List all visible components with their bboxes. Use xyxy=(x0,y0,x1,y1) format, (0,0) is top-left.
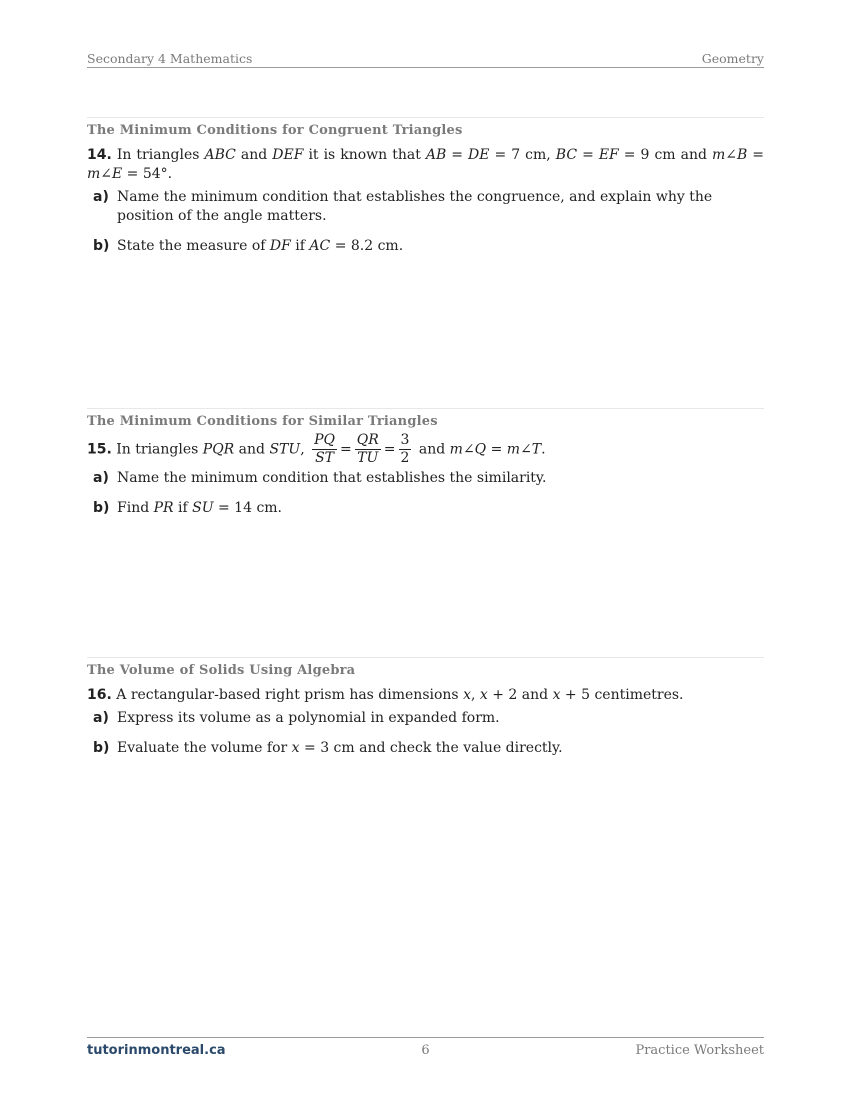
question-16-part-b: b) Evaluate the volume for x = 3 cm and check the value directly. xyxy=(93,740,563,756)
page-footer xyxy=(87,1037,764,1058)
question-15: 15. In triangles PQR and STU, $\frac{PQ}{ST}$ = $\frac{QR}{TU}$ = $\frac{3}{2}$ and m∠Q = m∠T. xyxy=(87,432,546,466)
part-label: b) xyxy=(93,238,110,254)
part-label: a) xyxy=(93,189,109,205)
question-14: 14. In triangles ABC and DEF it is known that AB = DE = 7 cm, BC = EF = 9 cm and m∠B = m∠E = 54°. xyxy=(87,147,765,182)
part-label: a) xyxy=(93,470,109,486)
section-divider xyxy=(87,657,764,658)
header-topic: Geometry xyxy=(701,51,764,66)
question-15-part-a: a) Name the minimum condition that establishes the similarity. xyxy=(93,470,547,486)
footer-website-link[interactable]: tutorinmontreal.ca xyxy=(87,1043,226,1058)
page-header xyxy=(87,51,764,68)
fraction-three-halves: $\frac{3}{2}$ xyxy=(400,432,410,466)
section-congruent-triangles xyxy=(87,117,764,256)
section-divider xyxy=(87,408,764,409)
question-16: 16. A rectangular-based right prism has dimensions x, x + 2 and x + 5 centimetres. xyxy=(87,687,684,703)
part-label: b) xyxy=(93,740,110,756)
question-16-part-a: a) Express its volume as a polynomial in expanded form. xyxy=(93,710,500,726)
header-course: Secondary 4 Mathematics xyxy=(87,51,253,66)
question-number: 15. xyxy=(87,441,112,458)
section-title: The Volume of Solids Using Algebra xyxy=(87,663,356,678)
part-label: b) xyxy=(93,500,110,516)
section-title: The Minimum Conditions for Similar Triangles xyxy=(87,414,438,429)
fraction-pq-st: $\frac{PQ}{ST}$ xyxy=(314,432,336,466)
part-label: a) xyxy=(93,710,109,726)
page-number: 6 xyxy=(421,1043,430,1058)
section-title: The Minimum Conditions for Congruent Triangles xyxy=(87,123,463,138)
question-number: 14. xyxy=(87,147,112,163)
question-15-part-b: b) Find PR if SU = 14 cm. xyxy=(93,500,283,516)
fraction-qr-tu: $\frac{QR}{TU}$ xyxy=(356,432,379,466)
question-14-part-b: b) State the measure of DF if AC = 8.2 cm. xyxy=(93,238,404,254)
section-similar-triangles xyxy=(87,408,764,518)
section-volume-of-solids xyxy=(87,657,764,758)
question-number: 16. xyxy=(87,687,112,703)
section-divider xyxy=(87,117,764,118)
footer-document-type: Practice Worksheet xyxy=(635,1043,764,1058)
question-14-part-a: a) Name the minimum condition that establishes the congruence, and explain why the position of the angle matters. xyxy=(93,189,713,224)
